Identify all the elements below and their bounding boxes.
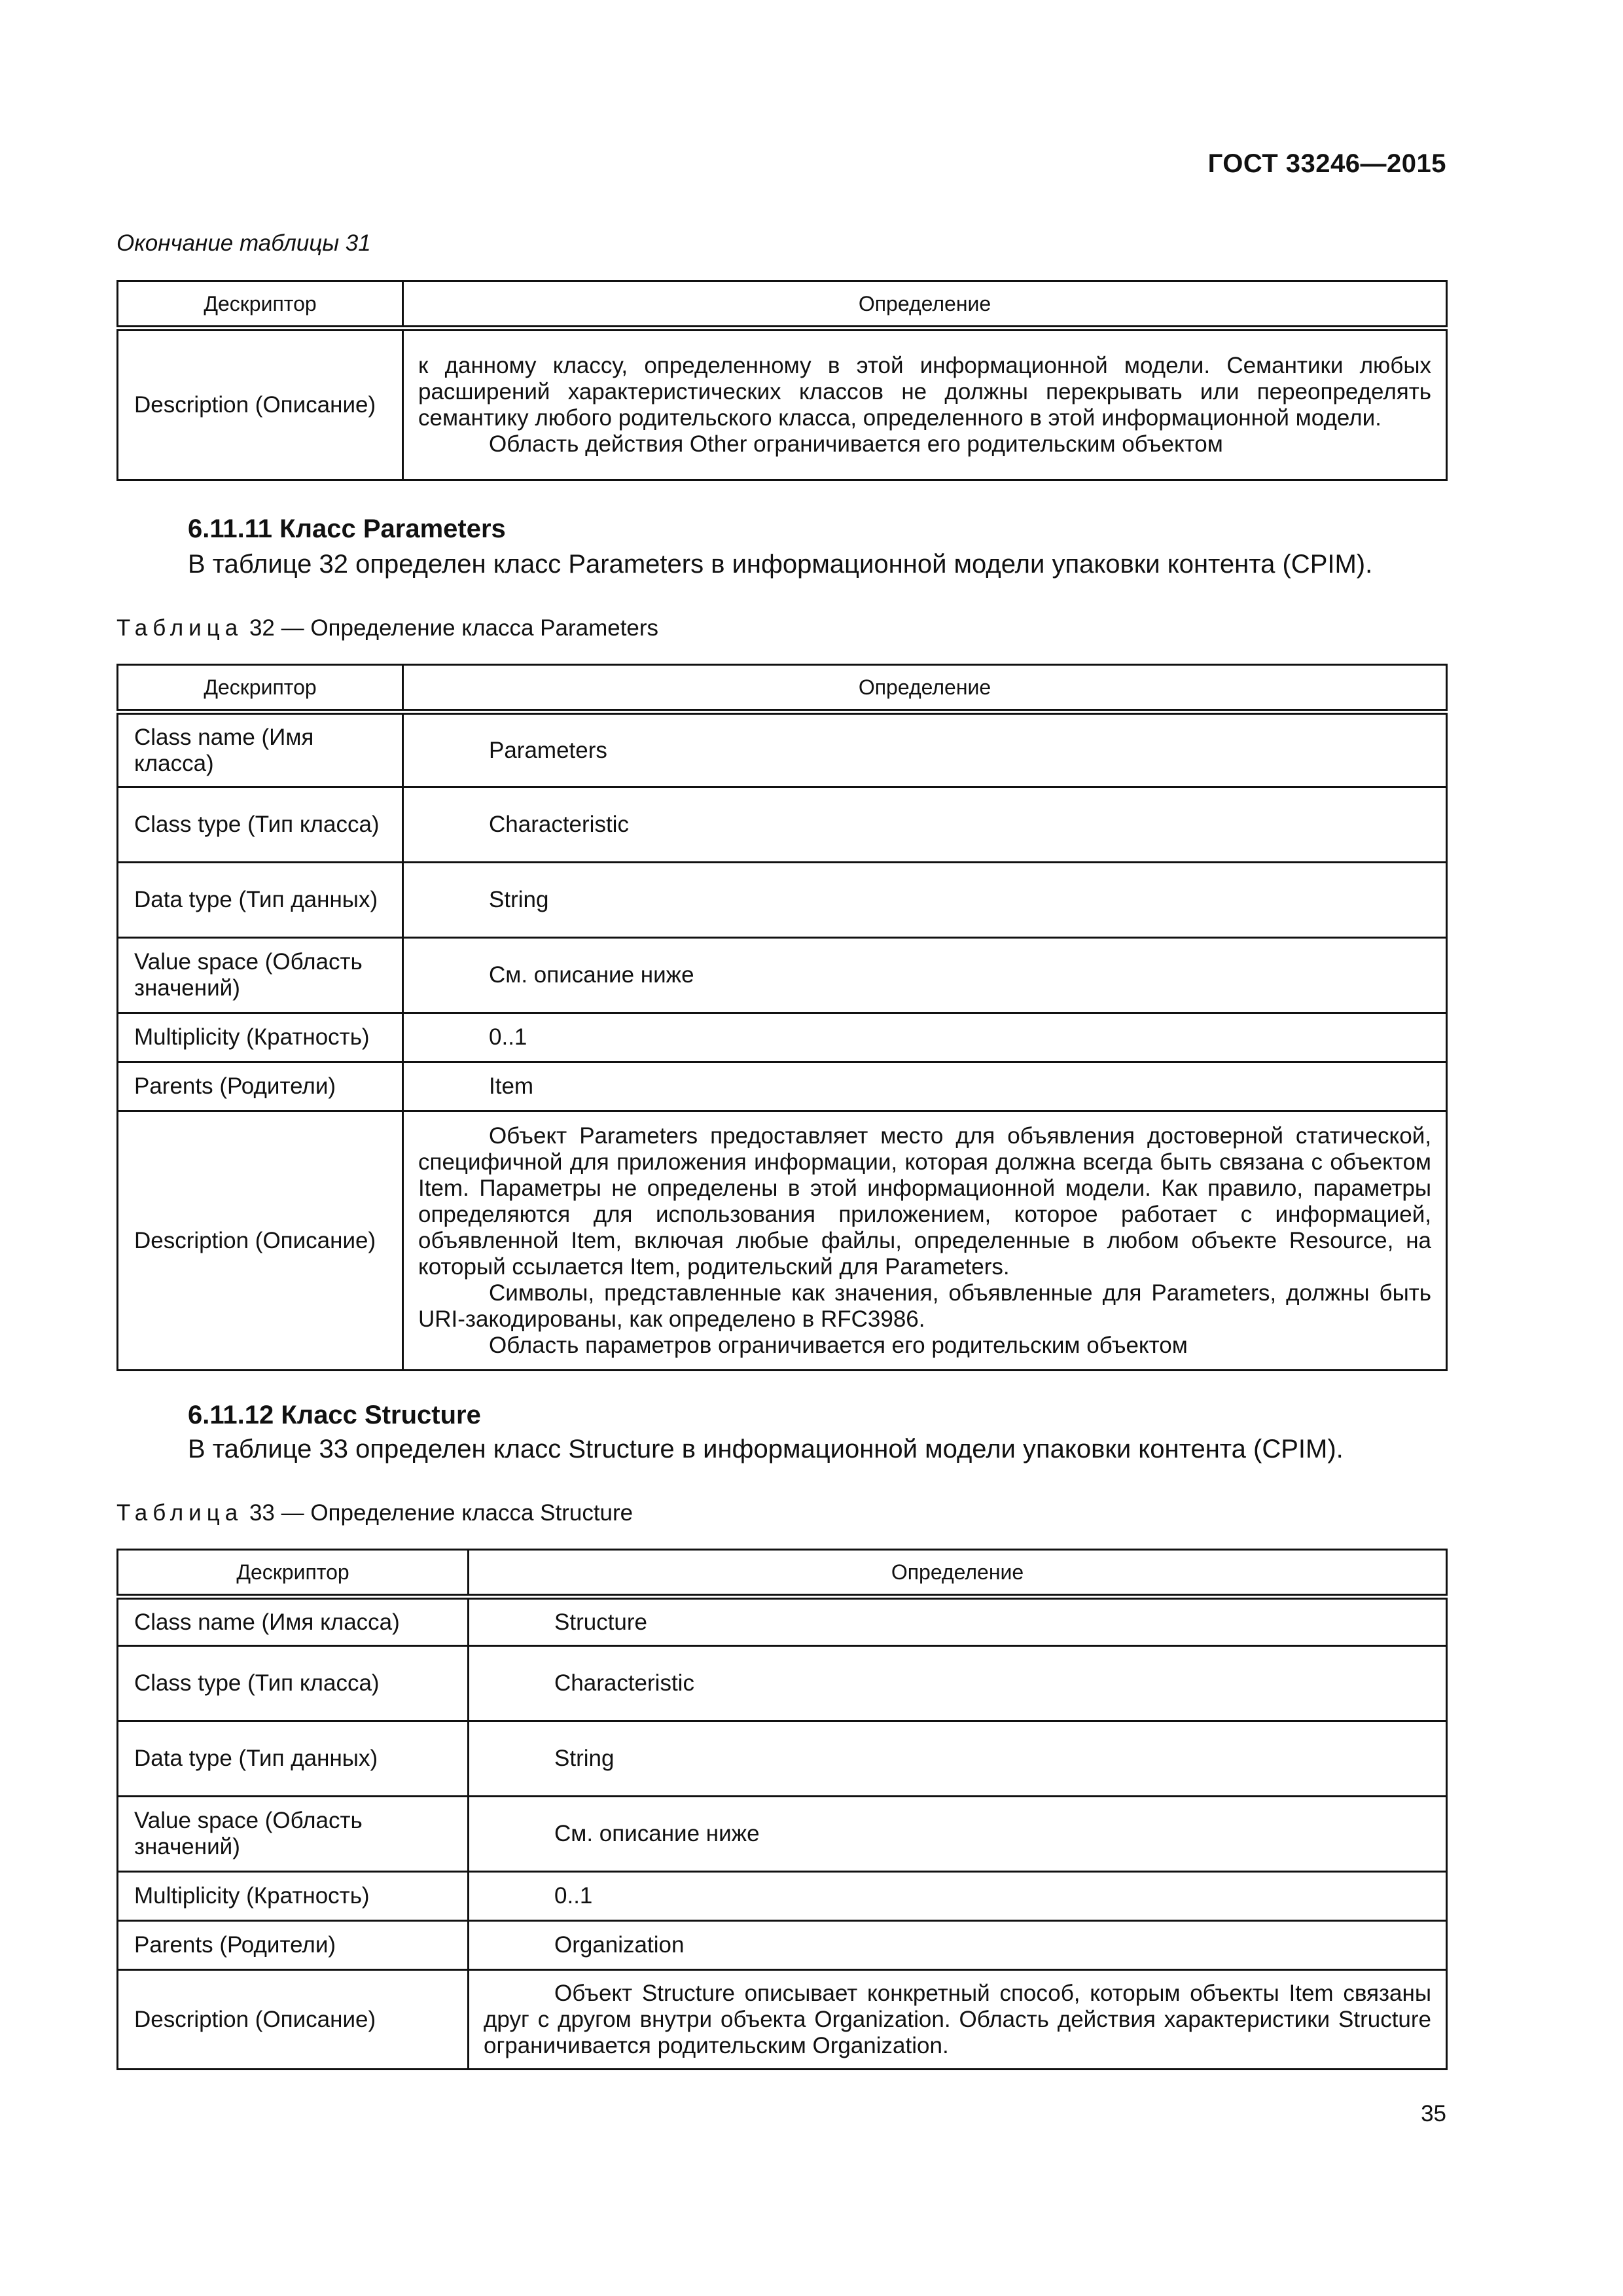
value-cell: 0..1: [403, 1013, 1447, 1062]
standard-number: ГОСТ 33246—2015: [1207, 149, 1446, 178]
table31-continuation-caption: Окончание таблицы 31: [116, 230, 371, 256]
table-row: [118, 1013, 1447, 1062]
section-title-structure: 6.11.12 Класс Structure: [188, 1401, 481, 1429]
descriptor-cell: Class name (Имя класса): [118, 1597, 469, 1646]
table-row: [118, 787, 1447, 863]
value-cell: String: [469, 1721, 1447, 1797]
column-header-definition: Определение: [403, 281, 1447, 329]
definition-paragraph: Область действия Other ограничивается его родительским объектом: [489, 431, 1223, 457]
descriptor-cell: Value space (Область значений): [118, 938, 403, 1013]
descriptor-cell: Class name (Имя класса): [118, 712, 403, 787]
value-cell: Characteristic: [403, 787, 1447, 863]
table-word: Таблица: [116, 615, 243, 641]
descriptor-cell: Parents (Родители): [118, 1062, 403, 1111]
descriptor-cell: Class type (Тип класса): [118, 1646, 469, 1721]
definition-cell: [403, 329, 1447, 480]
descriptor-cell: Description (Описание): [118, 329, 403, 480]
descriptor-cell: Multiplicity (Кратность): [118, 1872, 469, 1921]
column-header-descriptor: Дескриптор: [118, 665, 403, 712]
value-cell: Characteristic: [469, 1646, 1447, 1721]
value-cell: См. описание ниже: [403, 938, 1447, 1013]
table-row: [118, 1721, 1447, 1797]
definition-paragraph: Символы, представленные как значения, объявленные для Parameters, должны быть URI-закодированы, как определено в RFC3986.: [418, 1280, 1431, 1332]
descriptor-cell: Data type (Тип данных): [118, 1721, 469, 1797]
table-row: [118, 1646, 1447, 1721]
column-header-descriptor: Дескриптор: [118, 1550, 469, 1597]
table-row: [118, 329, 1447, 480]
definition-cell: [403, 1111, 1447, 1371]
table-row: [118, 1970, 1447, 2070]
table33-caption: [116, 1500, 633, 1526]
value-cell: 0..1: [469, 1872, 1447, 1921]
value-cell: Parameters: [403, 712, 1447, 787]
table-row: [118, 1062, 1447, 1111]
table-row: [118, 1797, 1447, 1872]
table-caption-text: 32 — Определение класса Parameters: [243, 615, 659, 641]
value-cell: См. описание ниже: [469, 1797, 1447, 1872]
table-row: [118, 712, 1447, 787]
table-32: [116, 664, 1448, 1371]
table-row: [118, 938, 1447, 1013]
descriptor-cell: Description (Описание): [118, 1111, 403, 1371]
column-header-definition: Определение: [403, 665, 1447, 712]
value-cell: Organization: [469, 1921, 1447, 1970]
section-title-parameters: 6.11.11 Класс Parameters: [188, 514, 506, 543]
descriptor-cell: Parents (Родители): [118, 1921, 469, 1970]
table-caption-text: 33 — Определение класса Structure: [243, 1500, 633, 1526]
definition-cell: [469, 1970, 1447, 2070]
table-33: [116, 1549, 1448, 2070]
page-number: 35: [1421, 2101, 1446, 2126]
descriptor-cell: Class type (Тип класса): [118, 787, 403, 863]
definition-paragraph: Объект Parameters предоставляет место для объявления достоверной статической, специфичной для приложения информации, которая должна всегда быть связана с объектом Item. Параметры не определены в этой информационной модели. Как правило, параметры определяются для использования приложением, которое работает с информацией, объявленной Item, включая любые файлы, определенные в любом объекте Resource, на который ссылается Item, родительский для Parameters.: [418, 1122, 1431, 1280]
descriptor-cell: Value space (Область значений): [118, 1797, 469, 1872]
descriptor-cell: Multiplicity (Кратность): [118, 1013, 403, 1062]
table-row: [118, 863, 1447, 938]
table32-caption: [116, 615, 658, 641]
table-word: Таблица: [116, 1500, 243, 1526]
section-intro-structure: В таблице 33 определен класс Structure в информационной модели упаковки контента (CPIM).: [188, 1435, 1344, 1463]
table-row: [118, 1111, 1447, 1371]
table-row: [118, 1921, 1447, 1970]
descriptor-cell: Data type (Тип данных): [118, 863, 403, 938]
value-cell: String: [403, 863, 1447, 938]
definition-paragraph: к данному классу, определенному в этой информационной модели. Семантики любых расширений характеристических классов не должны перекрывать или переопределять семантику любого родительского класса, определенного в этой информационной модели.: [418, 353, 1431, 431]
column-header-definition: Определение: [469, 1550, 1447, 1597]
table-row: [118, 1597, 1447, 1646]
descriptor-cell: Description (Описание): [118, 1970, 469, 2070]
value-cell: Structure: [469, 1597, 1447, 1646]
value-cell: Item: [403, 1062, 1447, 1111]
table-31: [116, 280, 1448, 481]
section-intro-parameters: В таблице 32 определен класс Parameters в информационной модели упаковки контента (CPIM).: [188, 550, 1373, 579]
column-header-descriptor: Дескриптор: [118, 281, 403, 329]
definition-paragraph: Область параметров ограничивается его родительским объектом: [489, 1332, 1188, 1358]
table-row: [118, 1872, 1447, 1921]
definition-paragraph: Объект Structure описывает конкретный способ, которым объекты Item связаны друг с другом внутри объекта Organization. Область действия характеристики Structure ограничивается родительским Organization.: [484, 1980, 1431, 2058]
